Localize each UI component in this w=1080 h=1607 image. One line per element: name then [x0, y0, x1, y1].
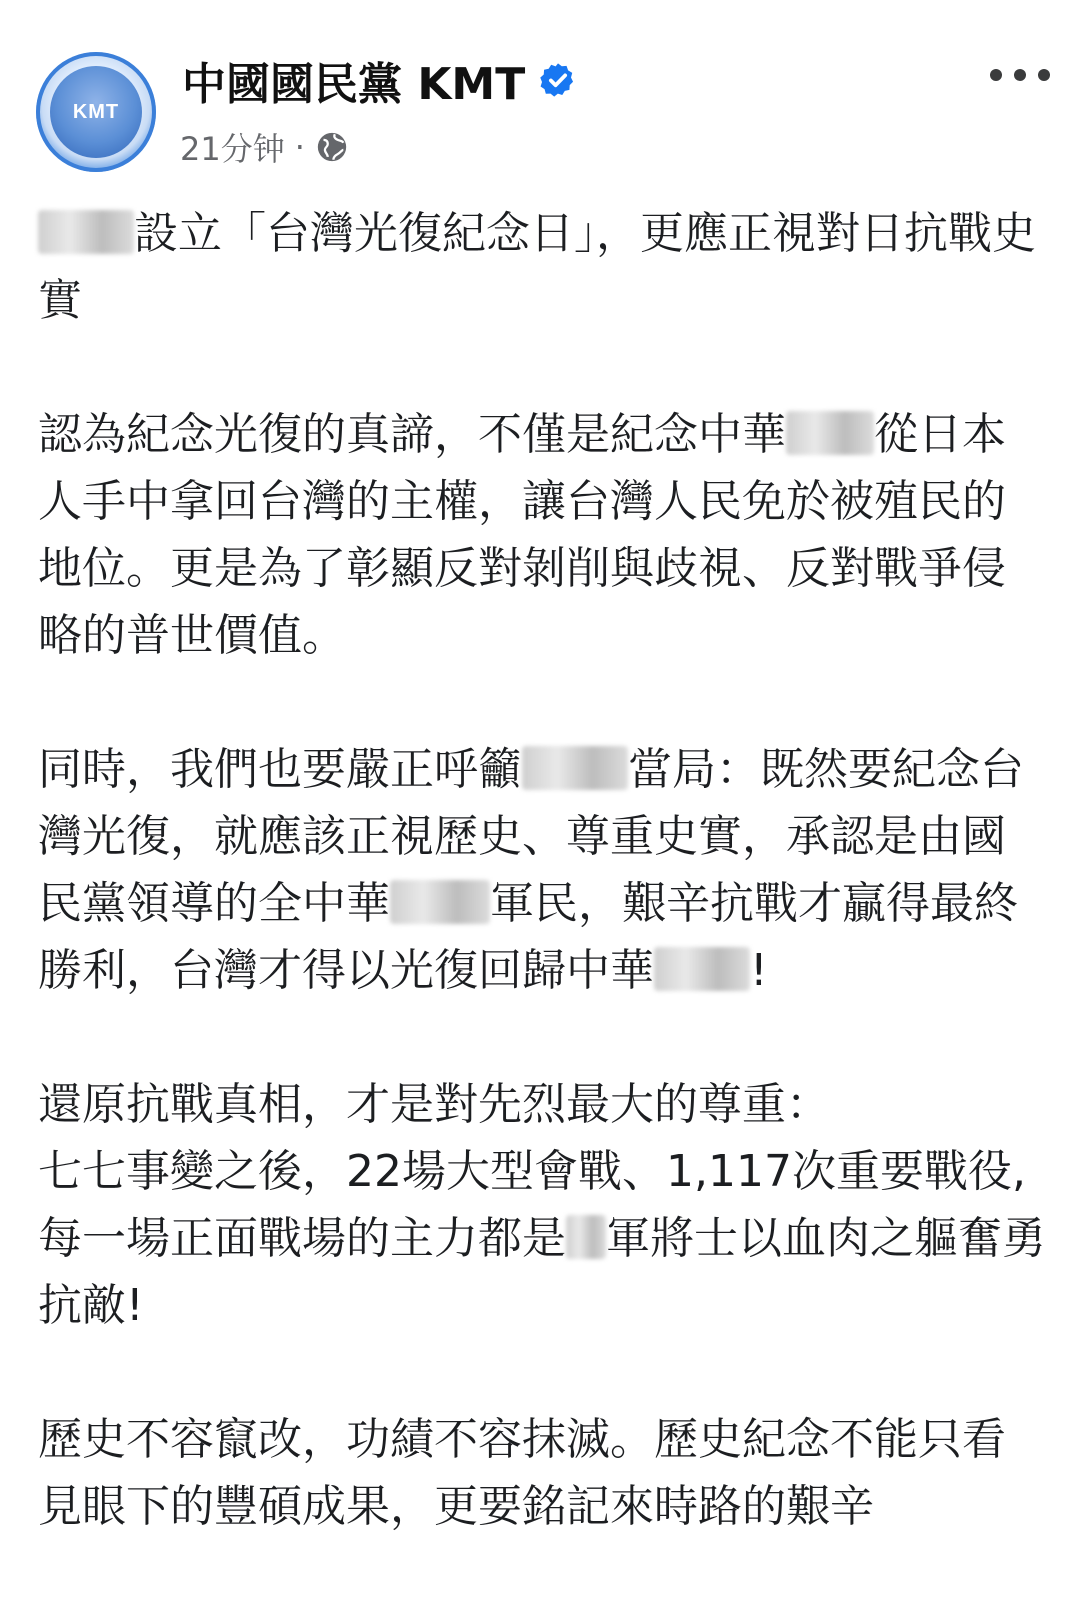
paragraph-3-text-c: 軍民，艱辛抗戰才贏得最終勝利，台灣才得以光復回歸中華: [38, 878, 1018, 996]
redacted-text: [390, 880, 490, 924]
paragraph-3-text-b: 當局：既然要紀念台灣光復，就應該正視歷史、尊重史實，承認是由國民黨領導的全中華: [38, 744, 1024, 929]
redacted-text: [654, 947, 750, 991]
post-body: [38, 200, 1048, 1607]
more-dot: [1014, 69, 1026, 81]
page-avatar[interactable]: [36, 52, 156, 172]
post-timestamp[interactable]: 21分钟: [180, 130, 285, 168]
paragraph-1: [38, 200, 1048, 334]
page-name[interactable]: 中國國民黨 KMT: [182, 59, 526, 110]
page-name-row: [182, 50, 577, 110]
paragraph-2-text-a: 認為紀念光復的真諦，不僅是紀念中華: [38, 409, 786, 460]
paragraph-3-text-a: 同時，我們也要嚴正呼籲: [38, 744, 522, 795]
post-header: [0, 0, 1080, 180]
avatar-logo: [50, 66, 142, 158]
more-options-icon[interactable]: [990, 58, 1050, 92]
verified-badge-icon: [539, 61, 577, 99]
more-dot: [990, 69, 1002, 81]
redacted-text: [38, 210, 134, 254]
globe-icon[interactable]: [315, 130, 349, 164]
post-meta: [180, 124, 349, 170]
paragraph-3-text-d: !: [750, 945, 768, 996]
paragraph-1-text: 設立「台灣光復紀念日」，更應正視對日抗戰史實: [38, 208, 1036, 326]
paragraph-5-text: 歷史不容竄改，功績不容抹滅。歷史紀念不能只看見眼下的豐碩成果，更要銘記來時路的艱辛: [38, 1414, 1006, 1532]
paragraph-2: [38, 401, 1048, 669]
paragraph-4-text-a: 還原抗戰真相，才是對先烈最大的尊重：: [38, 1079, 830, 1130]
paragraph-2-text-b: 從日本人手中拿回台灣的主權，讓台灣人民免於被殖民的地位。更是為了彰顯反對剝削與歧視、反對戰爭侵略的普世價值。: [38, 409, 1006, 661]
redacted-text: [522, 746, 628, 790]
redacted-text: [786, 411, 874, 455]
paragraph-4-text-b: 七七事變之後，22場大型會戰、1,117次重要戰役,每一場正面戰場的主力都是: [38, 1146, 1026, 1264]
more-dot: [1038, 69, 1050, 81]
meta-separator: ·: [294, 128, 305, 166]
redacted-text: [566, 1215, 606, 1259]
paragraph-5: [38, 1406, 1048, 1540]
paragraph-4: [38, 1071, 1048, 1339]
paragraph-3: [38, 736, 1048, 1004]
avatar-logo-text: KMT: [72, 100, 120, 123]
paragraph-4-text-c: 軍將士以血肉之軀奮勇抗敵!: [38, 1213, 1046, 1331]
